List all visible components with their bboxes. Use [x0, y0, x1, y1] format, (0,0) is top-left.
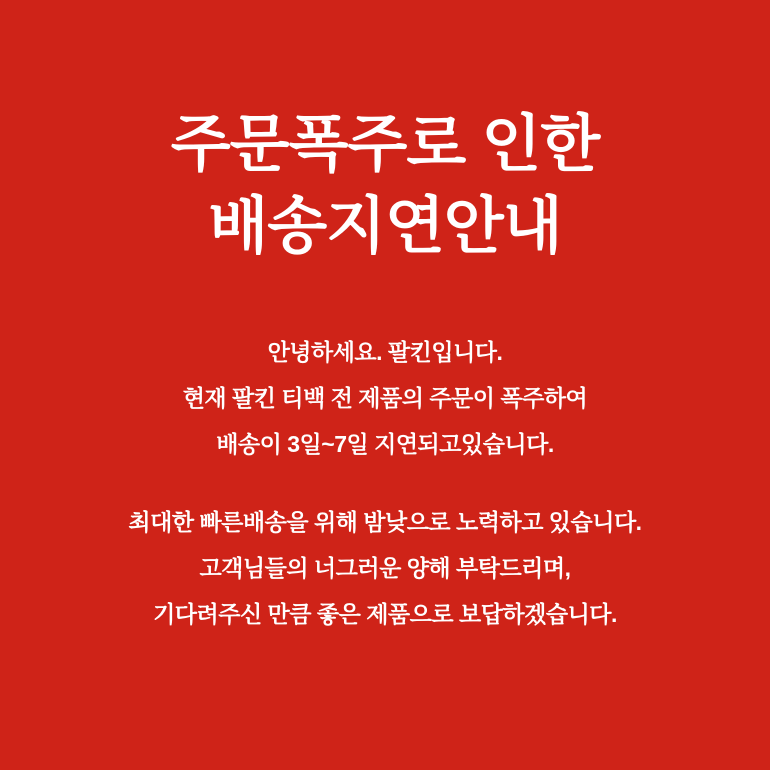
paragraph1-line-1: 안녕하세요. 팔킨입니다.	[267, 338, 503, 365]
paragraph2-line-3: 기다려주신 만큼 좋은 제품으로 보답하겠습니다.	[153, 600, 617, 627]
headline-line-2: 배송지연안내	[208, 192, 562, 262]
notice-headline	[171, 104, 599, 269]
paragraph1-line-3: 배송이 3일~7일 지연되고있습니다.	[216, 430, 554, 457]
paragraph-spacer	[128, 467, 641, 499]
paragraph2-line-2: 고객님들의 너그러운 양해 부탁드리며,	[199, 554, 571, 581]
notice-body	[128, 329, 641, 637]
paragraph2-line-1: 최대한 빠른배송을 위해 밤낮으로 노력하고 있습니다.	[128, 508, 642, 535]
headline-line-1: 주문폭주로 인한	[170, 110, 600, 179]
paragraph1-line-2: 현재 팔킨 티백 전 제품의 주문이 폭주하여	[182, 384, 588, 411]
